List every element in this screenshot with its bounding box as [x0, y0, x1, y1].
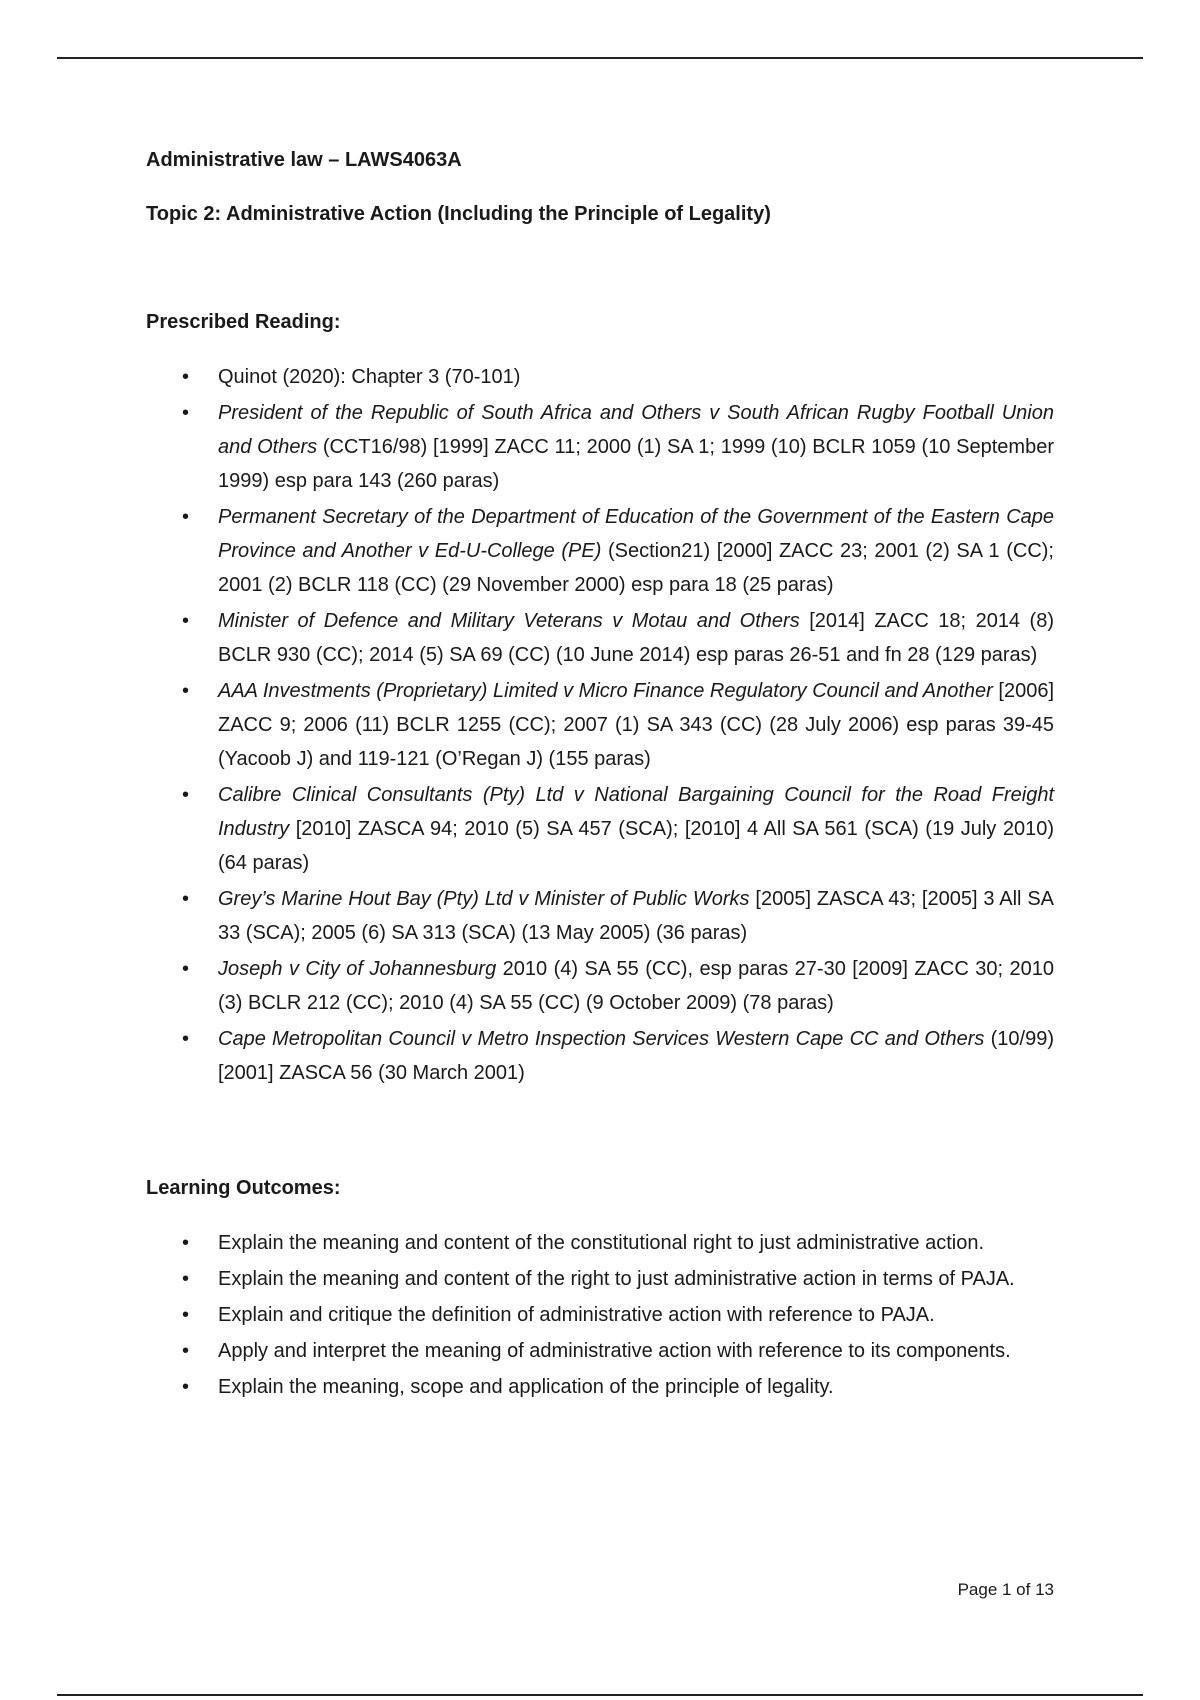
reading-item [146, 604, 1054, 672]
case-name: Minister of Defence and Military Veterans v Motau and Others [218, 610, 800, 632]
bullet-icon: • [182, 610, 190, 632]
outcome-item [146, 1226, 1054, 1260]
bullet-icon: • [182, 888, 190, 910]
bullet-icon: • [182, 680, 190, 702]
citation: [2014] ZACC 18; 2014 (8) BCLR 930 (CC); 2014 (5) SA 69 (CC) (10 June 2014) esp paras 26-51 and fn 28 (129 paras) [218, 610, 1055, 666]
case-name: Cape Metropolitan Council v Metro Inspection Services Western Cape CC and Others [218, 1028, 985, 1050]
outcome-item [146, 1334, 1054, 1368]
citation: Quinot (2020): Chapter 3 (70-101) [218, 366, 521, 388]
case-name: Joseph v City of Johannesburg [218, 958, 497, 980]
learning-outcomes-list [146, 1226, 1054, 1404]
outcome-text: Explain the meaning and content of the constitutional right to just administrative action. [218, 1232, 985, 1254]
case-name: Calibre Clinical Consultants (Pty) Ltd v National Bargaining Council for the Road Freight Industry [218, 784, 1054, 840]
reading-item [146, 360, 1054, 394]
bullet-icon: • [182, 1268, 190, 1290]
bullet-icon: • [182, 506, 190, 528]
prescribed-reading-list [146, 360, 1054, 1090]
reading-item [146, 500, 1054, 602]
reading-item [146, 778, 1054, 880]
header-rule [57, 57, 1143, 59]
citation: (10/99) [2001] ZASCA 56 (30 March 2001) [218, 1028, 1054, 1084]
outcome-text: Apply and interpret the meaning of administrative action with reference to its components. [218, 1340, 1011, 1362]
case-name: Permanent Secretary of the Department of Education of the Government of the Eastern Cape Province and Another v Ed-U-College (PE) [218, 506, 1054, 562]
learning-outcomes-heading: Learning Outcomes: [146, 1177, 341, 1199]
outcome-text: Explain and critique the definition of administrative action with reference to PAJA. [218, 1304, 935, 1326]
case-name: Grey’s Marine Hout Bay (Pty) Ltd v Minister of Public Works [218, 888, 750, 910]
outcome-item [146, 1298, 1054, 1332]
reading-item [146, 396, 1054, 498]
outcome-text: Explain the meaning, scope and application of the principle of legality. [218, 1376, 834, 1398]
outcome-text: Explain the meaning and content of the right to just administrative action in terms of PAJA. [218, 1268, 1015, 1290]
citation: [2005] ZASCA 43; [2005] 3 All SA 33 (SCA); 2005 (6) SA 313 (SCA) (13 May 2005) (36 paras) [218, 888, 1054, 944]
bullet-icon: • [182, 402, 190, 424]
topic-title: Topic 2: Administrative Action (Including the Principle of Legality) [146, 203, 771, 225]
citation: [2010] ZASCA 94; 2010 (5) SA 457 (SCA); [2010] 4 All SA 561 (SCA) (19 July 2010) (64 paras) [218, 818, 1054, 874]
document-body [146, 146, 1054, 1406]
bullet-icon: • [182, 366, 190, 388]
reading-item [146, 674, 1054, 776]
case-name: AAA Investments (Proprietary) Limited v Micro Finance Regulatory Council and Another [218, 680, 993, 702]
case-name: President of the Republic of South Africa and Others v South African Rugby Football Union and Others [218, 402, 1054, 458]
bullet-icon: • [182, 958, 190, 980]
reading-item [146, 882, 1054, 950]
outcome-item [146, 1370, 1054, 1404]
page-number: Page 1 of 13 [957, 1580, 1054, 1599]
bullet-icon: • [182, 1376, 190, 1398]
citation: (Section21) [2000] ZACC 23; 2001 (2) SA 1 (CC); 2001 (2) BCLR 118 (CC) (29 November 2000) esp para 18 (25 paras) [218, 540, 1054, 596]
citation: (CCT16/98) [1999] ZACC 11; 2000 (1) SA 1; 1999 (10) BCLR 1059 (10 September 1999) esp para 143 (260 paras) [218, 436, 1054, 492]
bullet-icon: • [182, 784, 190, 806]
reading-item [146, 952, 1054, 1020]
prescribed-reading-heading: Prescribed Reading: [146, 311, 341, 333]
footer-rule [57, 1694, 1143, 1696]
citation: 2010 (4) SA 55 (CC), esp paras 27-30 [2009] ZACC 30; 2010 (3) BCLR 212 (CC); 2010 (4) SA 55 (CC) (9 October 2009) (78 paras) [218, 958, 1054, 1014]
outcome-item [146, 1262, 1054, 1296]
course-title: Administrative law – LAWS4063A [146, 149, 462, 171]
bullet-icon: • [182, 1340, 190, 1362]
reading-item [146, 1022, 1054, 1090]
citation: [2006] ZACC 9; 2006 (11) BCLR 1255 (CC); 2007 (1) SA 343 (CC) (28 July 2006) esp paras 39-45 (Yacoob J) and 119-121 (O’Regan J) (155 paras) [218, 680, 1054, 770]
bullet-icon: • [182, 1028, 190, 1050]
bullet-icon: • [182, 1304, 190, 1326]
bullet-icon: • [182, 1232, 190, 1254]
